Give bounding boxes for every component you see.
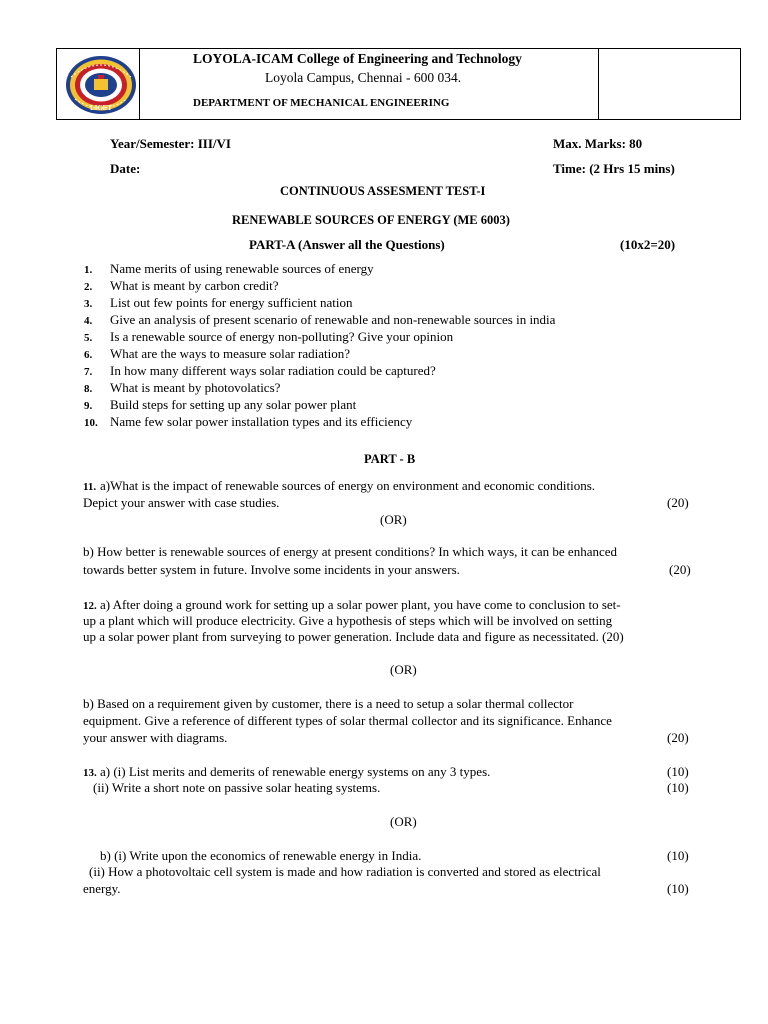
q11-b-line1: b) How better is renewable sources of energy at present conditions? In which ways, it can be enhanced (83, 544, 618, 559)
q12-a-line2: up a plant which will produce electricity. Give a hypothesis of steps which will be involved on setting (83, 613, 613, 628)
q11-or: (OR) (380, 512, 407, 527)
q11-a-line2: Depict your answer with case studies. (83, 495, 280, 510)
question-number: 4. (84, 315, 93, 327)
question-text: Name merits of using renewable sources of energy (110, 261, 374, 276)
question-text: Build steps for setting up any solar power plant (110, 397, 357, 412)
question-text: What is meant by photovolatics? (110, 380, 281, 395)
question-text: What is meant by carbon credit? (110, 278, 279, 293)
question-number: 5. (84, 332, 93, 344)
logo-cell (57, 49, 140, 119)
question-number: 6. (84, 349, 93, 361)
q13-b-line3: energy. (83, 881, 121, 896)
college-seal-logo (65, 55, 137, 115)
q12-b-marks: (20) (667, 730, 689, 745)
q13-b-line2: (ii) How a photovoltaic cell system is made and how radiation is converted and stored as electrical (89, 864, 601, 879)
duration: Time: (2 Hrs 15 mins) (553, 161, 675, 176)
question-number: 7. (84, 366, 93, 378)
question-text: In how many different ways solar radiation could be captured? (110, 363, 436, 378)
q12-or: (OR) (390, 662, 417, 677)
q11-a-marks: (20) (667, 495, 689, 510)
q13-or: (OR) (390, 814, 417, 829)
year-semester: Year/Semester: III/VI (110, 136, 231, 151)
subject-title: RENEWABLE SOURCES OF ENERGY (ME 6003) (232, 213, 510, 227)
college-address: Loyola Campus, Chennai - 600 034. (265, 70, 462, 85)
department-name: DEPARTMENT OF MECHANICAL ENGINEERING (193, 97, 450, 109)
question-number: 9. (84, 400, 93, 412)
question-number: 2. (84, 281, 93, 293)
q11-b-line2: towards better system in future. Involve some incidents in your answers. (83, 562, 460, 577)
question-text: Is a renewable source of energy non-polluting? Give your opinion (110, 329, 454, 344)
question-text: What are the ways to measure solar radiation? (110, 346, 351, 361)
q12-b-line2: equipment. Give a reference of different types of solar thermal collector and its significance. Enhance (83, 713, 612, 728)
part-b-title: PART - B (364, 452, 416, 466)
header-right-divider (598, 49, 599, 119)
q13-b-line1: b) (i) Write upon the economics of renewable energy in India. (100, 848, 422, 863)
question-text: Give an analysis of present scenario of renewable and non-renewable sources in india (110, 312, 556, 327)
college-name: LOYOLA-ICAM College of Engineering and Technology (193, 51, 522, 66)
q13-b-line1-marks: (10) (667, 848, 689, 863)
q13-b-line3-marks: (10) (667, 881, 689, 896)
part-a-marks: (10x2=20) (620, 237, 676, 252)
max-marks: Max. Marks: 80 (553, 136, 643, 151)
svg-text:LICET: LICET (90, 104, 112, 112)
question-number: 3. (84, 298, 93, 310)
part-a-title: PART-A (Answer all the Questions) (249, 237, 445, 252)
question-text: Name few solar power installation types and its efficiency (110, 414, 413, 429)
q12-a-line3: up a solar power plant from surveying to power generation. Include data and figure as necessitated. (20) (83, 629, 624, 644)
q12-b-line3: your answer with diagrams. (83, 730, 228, 745)
question-number: 11. (83, 481, 97, 493)
test-title: CONTINUOUS ASSESMENT TEST-I (280, 184, 486, 198)
question-number: 8. (84, 383, 93, 395)
question-text: List out few points for energy sufficient nation (110, 295, 353, 310)
question-number: 13. (83, 767, 97, 779)
q12-b-line1: b) Based on a requirement given by customer, there is a need to setup a solar thermal collector (83, 696, 574, 711)
q11-a-line1: a)What is the impact of renewable sources of energy on environment and economic conditions. (100, 478, 596, 493)
question-number: 12. (83, 600, 97, 612)
q11-b-marks: (20) (669, 562, 691, 577)
question-number: 10. (84, 417, 98, 429)
q13-a-line1-marks: (10) (667, 764, 689, 779)
q13-a-line2-marks: (10) (667, 780, 689, 795)
q13-a-line2: (ii) Write a short note on passive solar heating systems. (93, 780, 381, 795)
date-label: Date: (110, 161, 141, 176)
q13-a-line1: a) (i) List merits and demerits of renewable energy systems on any 3 types. (100, 764, 491, 779)
q12-a-line1: a) After doing a ground work for setting up a solar power plant, you have come to conclusion to set- (100, 597, 621, 612)
question-number: 1. (84, 264, 93, 276)
